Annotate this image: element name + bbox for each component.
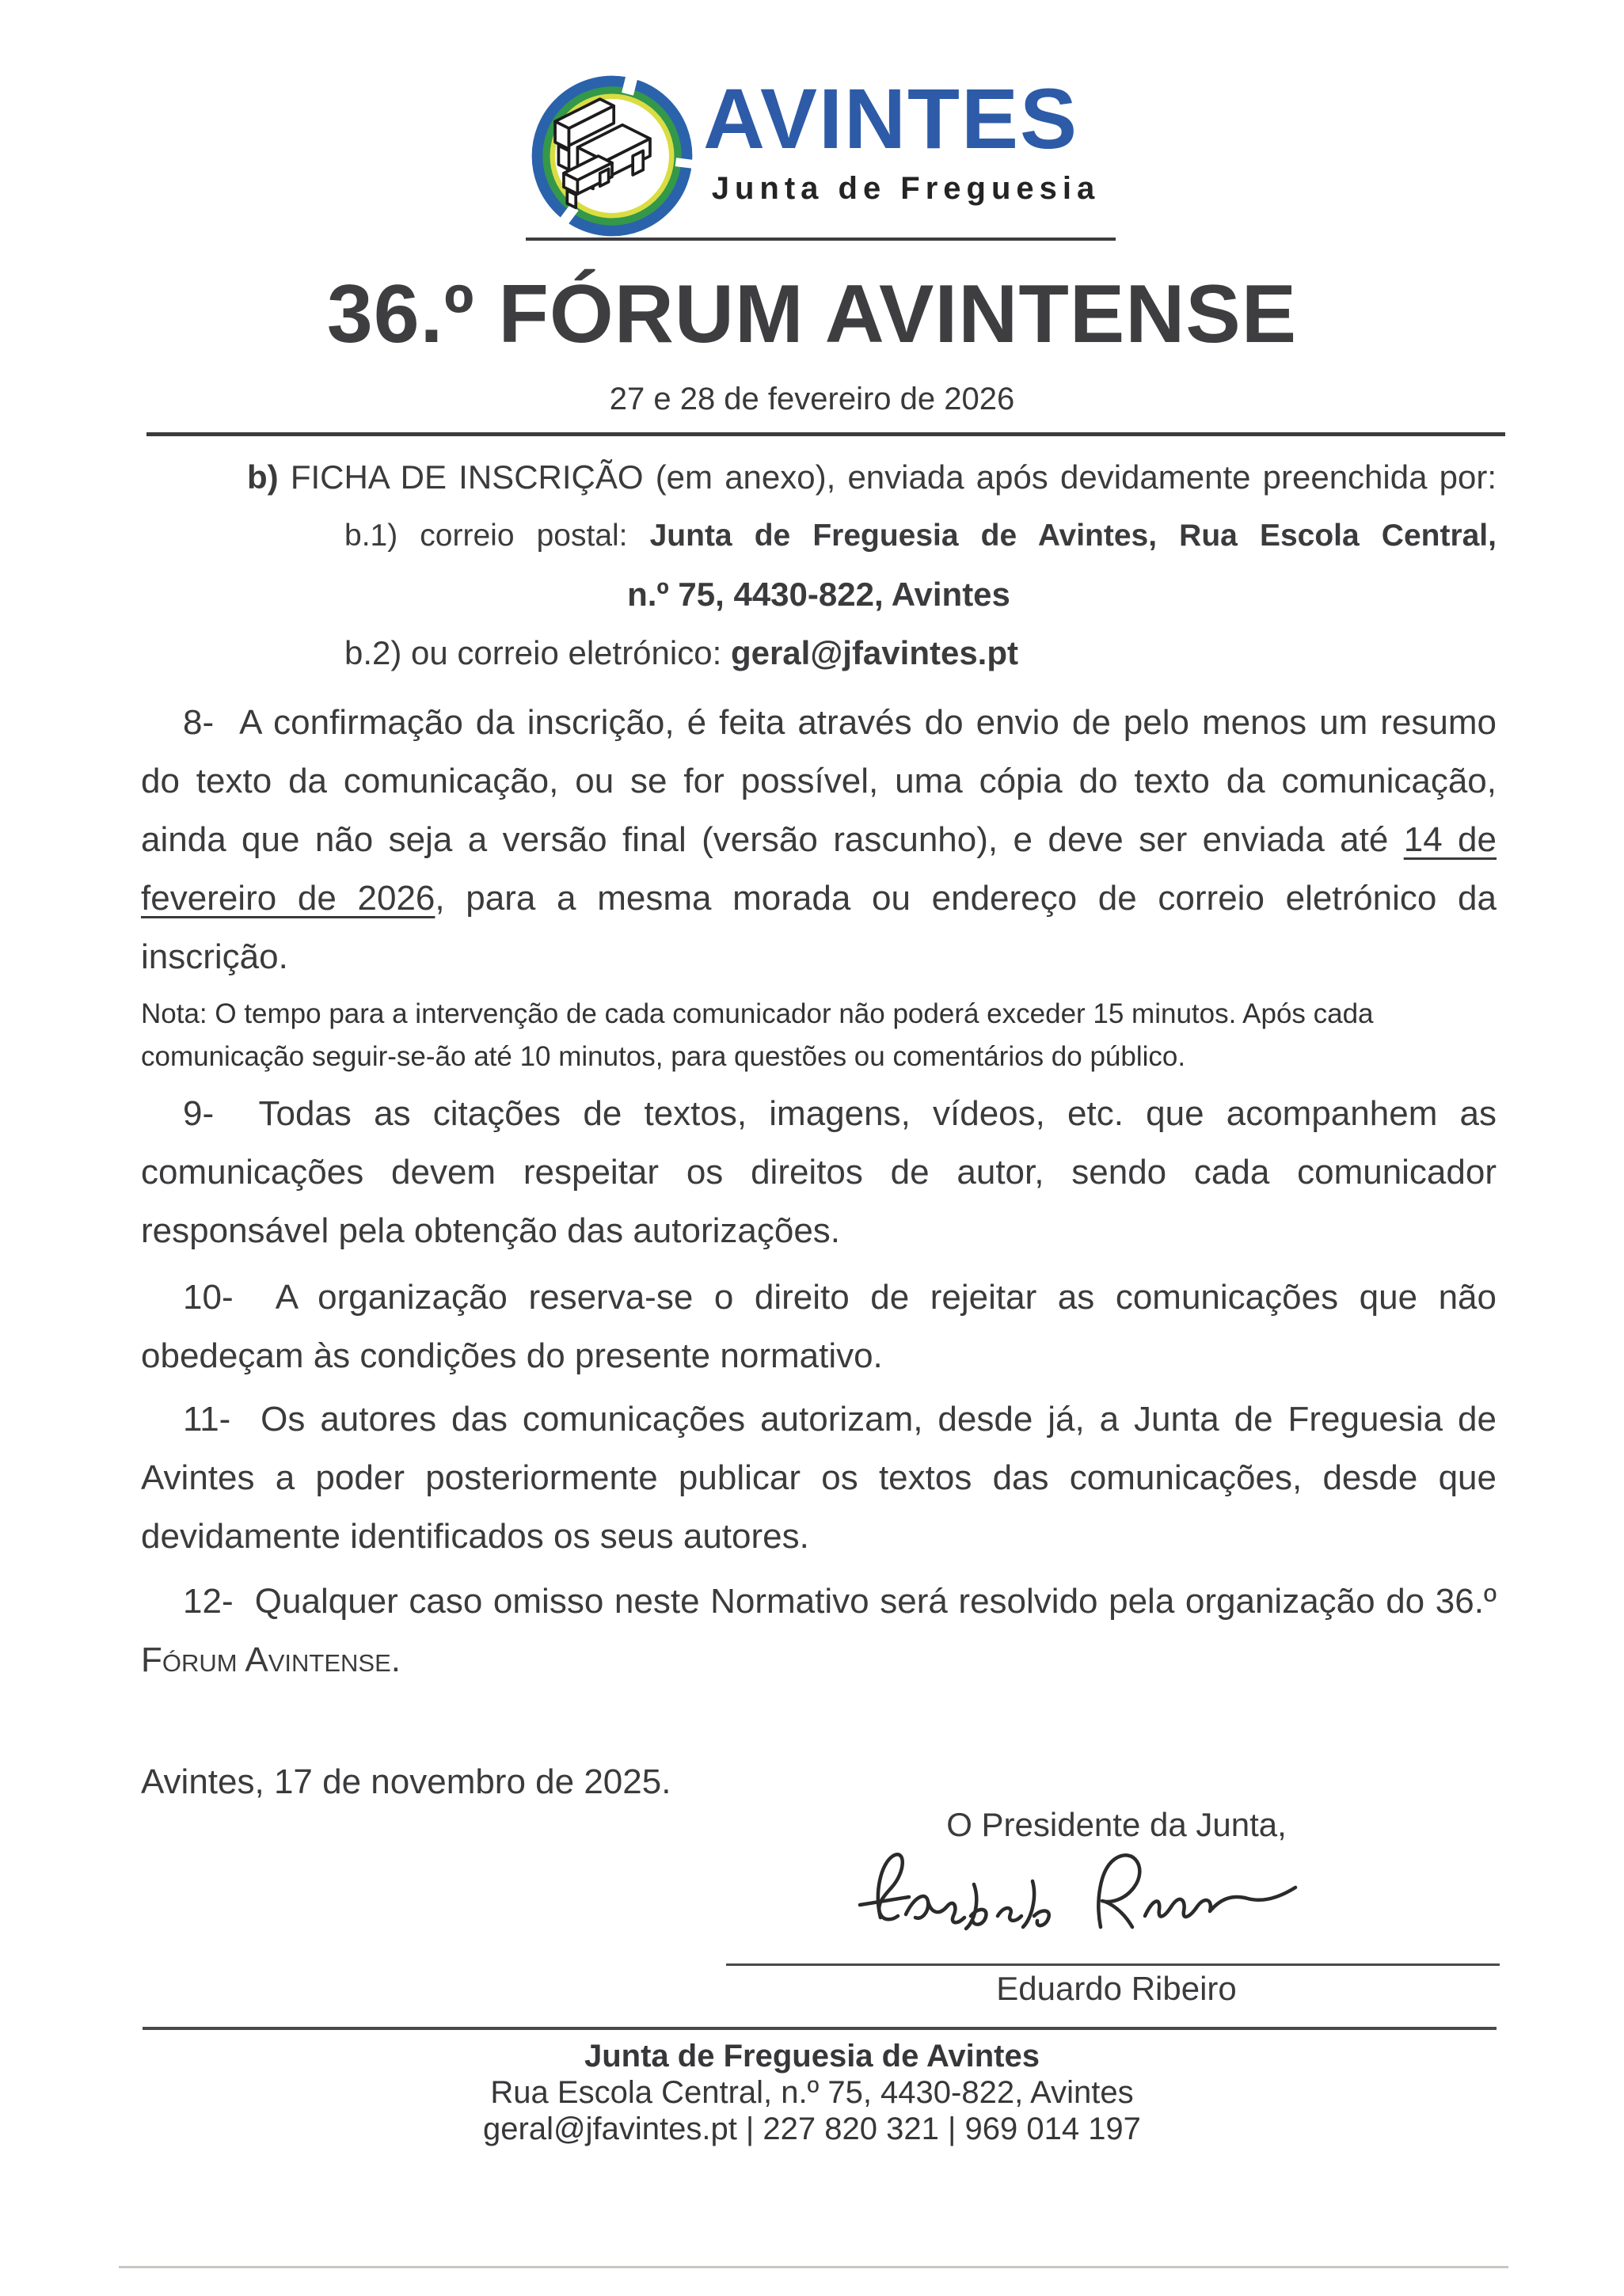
paragraph-12-lead: 12- Qualquer caso omisso neste Normativo será resolvido pela organização do 36.º: [183, 1582, 1497, 1621]
document-body: [141, 694, 1497, 1811]
item-b2-prefix: ou correio eletrónico:: [411, 634, 731, 671]
handwritten-signature: [847, 1838, 1370, 1965]
page-bottom-scan-line: [119, 2266, 1508, 2268]
signatory-role: O Presidente da Junta,: [946, 1806, 1287, 1843]
item-b1-label: b.1): [344, 519, 420, 553]
letterhead-logo: [526, 70, 1116, 242]
paragraph-9: 9- Todas as citações de textos, imagens, vídeos, etc. que acompanhem as comunicações devem respeitar os direitos de autor, sendo cada comunicador responsável pela obtenção das autorizações.: [141, 1094, 1497, 1250]
footer-divider-line: [143, 2027, 1497, 2030]
item-b: [247, 453, 1497, 502]
avintes-ring-logo-icon: [526, 70, 698, 242]
header-divider-line: [526, 238, 1116, 241]
paragraph-8-deadline: 14 de fevereiro de 2026: [141, 820, 1497, 918]
paragraph-10: 10- A organização reserva-se o direito de rejeitar as comunicações que não obedeçam às condições do presente normativo.: [141, 1278, 1497, 1375]
title-divider-line: [146, 432, 1505, 436]
item-b2: [344, 629, 1497, 678]
paragraph-8-tail: , para a mesma morada ou endereço de correio eletrónico da inscrição.: [141, 879, 1497, 976]
paragraph-12: [141, 1572, 1497, 1690]
brand-text-block: [703, 70, 1109, 207]
brand-tagline: Junta de Freguesia: [711, 171, 1101, 206]
place-date-line: Avintes, 17 de novembro de 2025.: [141, 1762, 671, 1801]
item-b1-address: Junta de Freguesia de Avintes, Rua Escola Central,: [649, 519, 1497, 553]
footer-contacts: geral@jfavintes.pt | 227 820 321 | 969 014 197: [483, 2112, 1141, 2146]
item-b1-prefix: correio postal:: [420, 519, 650, 553]
paragraph-8-lead: 8- A confirmação da inscrição, é feita através do envio de pelo menos um resumo do texto da comunicação, ou se for possível, uma cópia do texto da comunicação, ainda que não seja a versão final (versão rascunho), e deve ser enviada até: [141, 703, 1497, 859]
event-date: 27 e 28 de fevereiro de 2026: [609, 382, 1015, 416]
paragraph-11: 11- Os autores das comunicações autorizam, desde já, a Junta de Freguesia de Avintes a poder posteriormente publicar os textos das comunicações, desde que devidamente identificados os seus autores.: [141, 1400, 1497, 1556]
footer-org-name: Junta de Freguesia de Avintes: [584, 2039, 1040, 2074]
section-b: [141, 453, 1497, 678]
signatory-name: Eduardo Ribeiro: [996, 1970, 1237, 2007]
paragraph-8: [141, 694, 1497, 986]
item-b1: [344, 511, 1497, 561]
brand-name: AVINTES: [703, 70, 1079, 166]
nota-paragraph: Nota: O tempo para a intervenção de cada comunicador não poderá exceder 15 minutos. Após cada comunicação seguir-se-ão até 10 minutos, para questões ou comentários do público.: [141, 998, 1374, 1072]
document-title: 36.º FÓRUM AVINTENSE: [326, 268, 1298, 360]
item-b-label: b): [247, 458, 279, 496]
item-b-text: FICHA DE INSCRIÇÃO (em anexo), enviada após devidamente preenchida por:: [278, 458, 1497, 496]
item-b1-address-line2: n.º 75, 4430-822, Avintes: [627, 576, 1010, 613]
item-b2-email: geral@jfavintes.pt: [730, 634, 1018, 671]
footer-address: Rua Escola Central, n.º 75, 4430-822, Avintes: [490, 2075, 1134, 2110]
footer: [0, 2038, 1624, 2147]
item-b2-label: b.2): [344, 634, 412, 671]
signature-line: [726, 1963, 1500, 1966]
paragraph-12-forum-name: Fórum Avintense.: [141, 1640, 401, 1679]
